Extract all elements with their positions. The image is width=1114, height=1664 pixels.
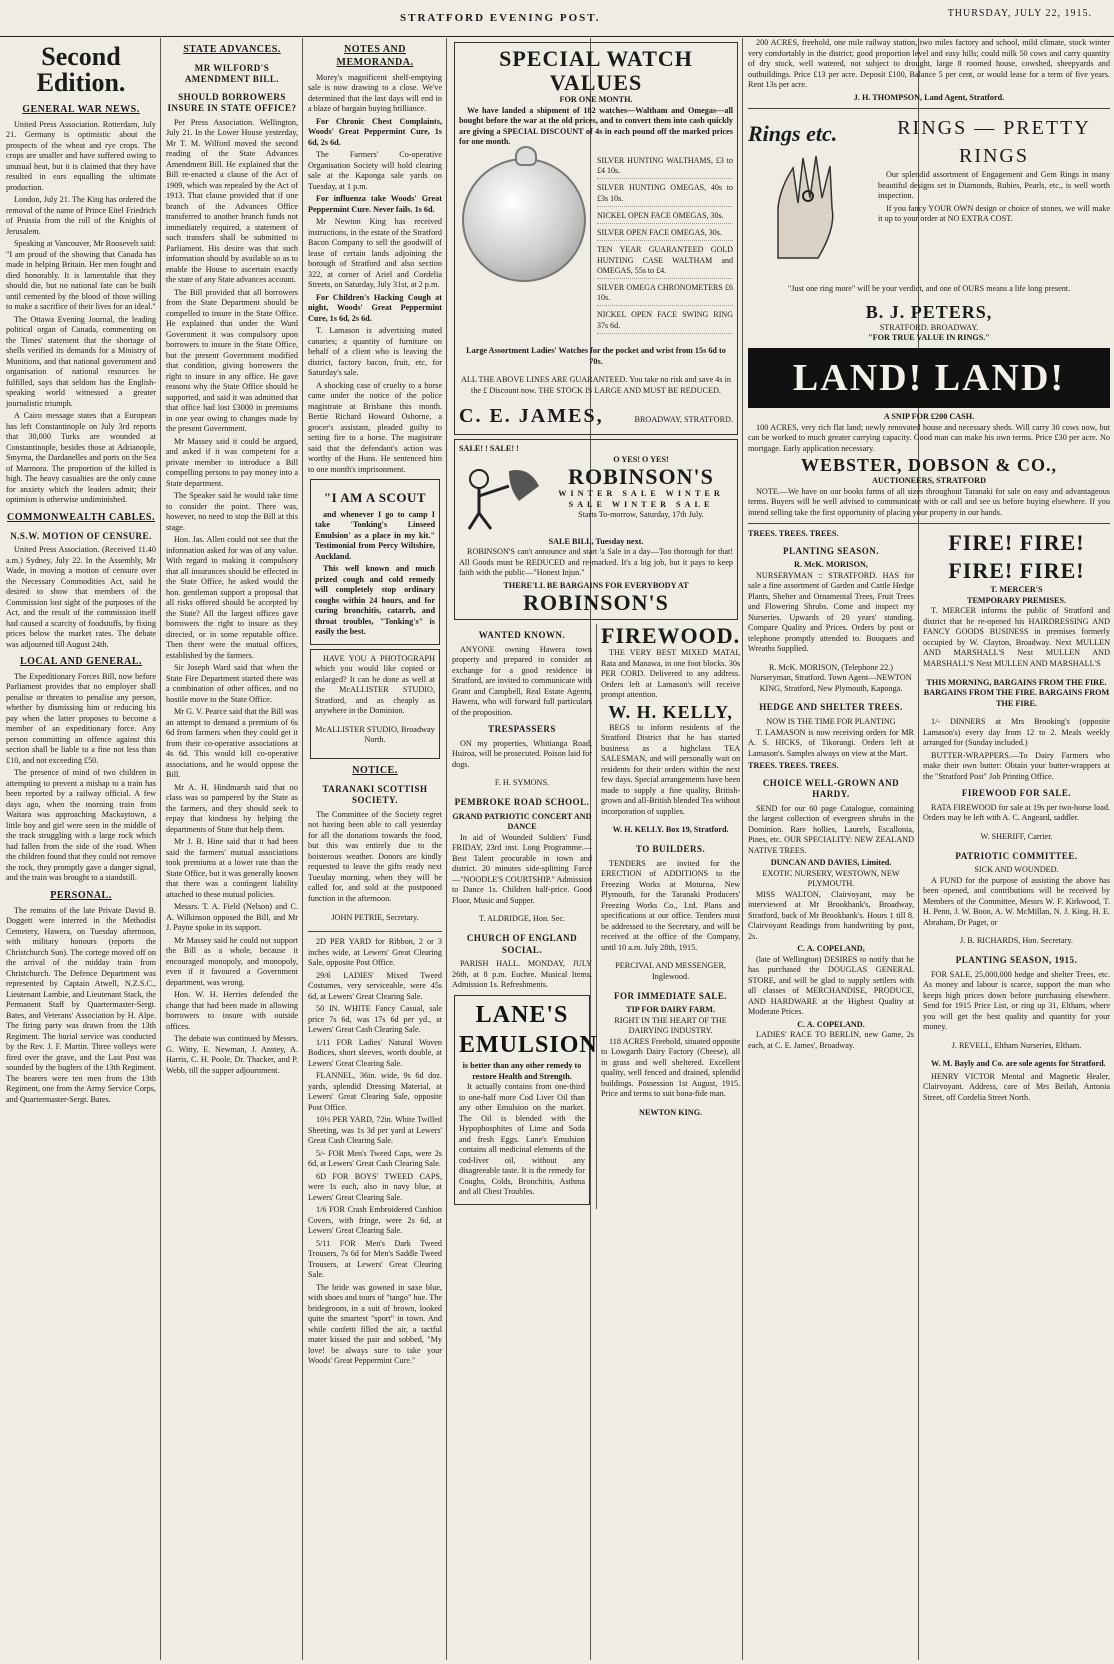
planting-season-heading: PLANTING SEASON, 1915.: [955, 955, 1078, 966]
butter-text: BUTTER-WRAPPERS.—To Dairy Farmers who make their own butter: Obtain your butter-wrappers at the "Stratford Post" Job Printing Office.: [923, 750, 1110, 781]
concert-text: In aid of Wounded Soldiers' Fund. FRIDAY, 23rd inst. Long Programme.—Best Talent procurable in town and district. 20 minutes side-splitting Farce—"NOODLE'S COURTSHIP." Admission to Dance 1s. Children half-price. Good Floor, Music and Supper.: [452, 832, 592, 905]
lanes-subtitle: is better than any other remedy to restore Health and Strength.: [462, 1061, 582, 1081]
mercer-subtitle: TEMPORARY PREMISES.: [966, 595, 1067, 605]
peters-title: B. J. PETERS,: [865, 301, 993, 322]
hedge-subheading: NOW IS THE TIME FOR PLANTING: [766, 717, 896, 726]
column-rule: [446, 38, 447, 1660]
watch-price-item: SILVER OPEN FACE OMEGAS, 30s.: [597, 228, 733, 241]
article-paragraph: Mr J. B. Hine said that it had been said the farmers' mutual associations took premiums at a lower rate than the State Office, but it was generally known that there was a contingent liability attached to these mutual policies.: [166, 837, 298, 899]
article-paragraph: Mr Massey said it could be argued, and asked if it was competent for a private member to introduce a Bill compelling persons to pay money into a State department.: [166, 436, 298, 488]
column-3: [308, 38, 442, 1658]
morning-text: THIS MORNING, BARGAINS FROM THE FIRE. BARGAINS FROM THE FIRE. BARGAINS FROM THE FIRE.: [923, 677, 1110, 708]
state-advances-heading: STATE ADVANCES.: [183, 44, 281, 55]
local-general-heading: LOCAL AND GENERAL.: [19, 656, 143, 668]
notice-text: The Committee of the Society regret not having been able to call yesterday for all the donations towards the food, but this was entirely due to the boisterous weather. Donors are kindly requested to leave the gifts ready next Tuesday morning, when they will be called for, and sold at the postponed function in the afternoon.: [308, 809, 442, 903]
lewers-ad: 1/11 FOR Ladies' Natural Woven Bodices, short sleeves, worth double, at Lewers' Great Clearing Sale.: [308, 1037, 442, 1068]
scottish-society-heading: TARANAKI SCOTTISH SOCIETY.: [322, 783, 428, 806]
walton-text: MISS WALTON, Clairvoyant, may be interviewed at Mr Brookbank's, Broadway, Stratford, back of Mr Brookbank's. Hours 1 till 8. Clairvoyant Readings from handwriting by post, 2s.: [748, 889, 914, 941]
lewers-ad: 2D PER YARD for Ribbon, 2 or 3 inches wide, at Lewers' Great Clearing Sale, opposite Post Office.: [308, 937, 442, 968]
concert-heading: GRAND PATRIOTIC CONCERT AND DANCE: [452, 811, 592, 832]
firewood-text: THE VERY BEST MIXED MATAI, Rata and Manawa, in one foot blocks. 30s PER CORD. Delivered to any address. Orders left at Lamason's will receive prompt attention.: [601, 648, 740, 700]
morison-text: NURSERYMAN :: STRATFORD. HAS for sale a fine assortment of Garden and Cattle Hedge Plants, Shelter and Ornamental Trees, Fruit Trees and Flowering Shrubs. Come and inspect my Nurseries. Upwards of 20 years' standing. Compare Quality and Prices. Orders by post or telephone promptly attended to. Bouquets and Wreaths Supplied.: [748, 570, 914, 654]
winter-sale-text: WINTER SALE WINTER SALE WINTER SALE: [558, 489, 724, 509]
builders-text: TENDERS are invited for the ERECTION of ADDITIONS to the Freezing Works at Moturoa, New Plymouth, for the Taranaki Producers' Freezing Works Co., Ltd. Plans and specifications at our office. Tenders must be addressed to the Secretary, and will be received at the office of the Company, until 10 a.m. July 28th, 1915.: [601, 858, 740, 952]
trespassers-heading: TRESPASSERS: [488, 724, 556, 735]
firewood-sale-heading: FIREWOOD FOR SALE.: [961, 788, 1072, 799]
column-2: [166, 38, 298, 1658]
sale-banner: SALE! ! SALE! !: [459, 444, 519, 454]
column-rule: [302, 38, 303, 1660]
watch-ad-note: Large Assortment Ladies' Watches for the pocket and wrist from 15s 6d to 70s.: [466, 346, 726, 366]
local-paragraph: The Expeditionary Forces Bill, now before Parliament provides that no employer shall penalise or threaten to penalise any person, whether by dismissing him or reducing his pay when the latter proposes to become a member of an expeditionary force. Any person committing an offence against this section shall be liable to a fine not less than £10, and not exceeding £50.: [6, 671, 156, 765]
firewood-sale-text: RATA FIREWOOD for sale at 19s per two-horse load. Orders may be left with A. C. Angeard, saddler.: [923, 802, 1110, 823]
watch-price-item: SILVER HUNTING OMEGAS, 40s to £3s 10s.: [597, 183, 733, 206]
lewers-ad: 6D FOR BOYS' TWEED CAPS, were 1s each, also in navy blue, at Lewers' Great Clearing Sale.: [308, 1171, 442, 1202]
planting-sign: J. REVELL, Eltham Nurseries, Eltham.: [951, 1040, 1082, 1050]
article-paragraph: Per Press Association. Wellington, July 21. In the Lower House yesterday, Mr T. M. Wilford moved the second reading of the State Advances Amendment Bill. He explained that the Bill re-enacted a clause of the Act of 1909, which was repealed by the Act of 1913. That clause provided that if one branch of the Advances Office transferred to another branch funds not immediately required, a statement of such transfers shall be submitted to Parliament. His desire was that such information should by available so as to enable the House to ascertain exactly the state of any State advances account.: [166, 117, 298, 285]
wanted-text: ANYONE owning Hawera town property and prepared to consider an exchange for a good residence in Stratford, are invited to communicate with Grant and Campbell, Real Estate Agents, Hawera, who will forward full particulars of the proposition.: [452, 644, 592, 717]
article-paragraph: Mr A. H. Hindmarsh said that no class was so pampered by the State as the farmers, and they should seek to repay that kindness by helping the departments of State that help them.: [166, 782, 298, 834]
article-paragraph: Mr Massey said he could not support the Bill as a whole, because it encouraged monopoly, and monopoly, even if it favoured a Government department, was wrong.: [166, 935, 298, 987]
war-news-paragraph: Speaking at Vancouver, Mr Roosevelt said: "I am proud of the showing that Canada has made in helping Britain. Her men fought and died honorably. It is lamentable that they should die, but no national fate can be built until cemented by the blood of those willing to make a sacrifice of their lives for an ideal.": [6, 239, 156, 312]
fire-title: FIRE! FIRE! FIRE! FIRE!: [948, 530, 1085, 584]
trees-banner: TREES. TREES. TREES.: [748, 529, 839, 539]
edition-title: Second Edition.: [36, 42, 126, 97]
hedge-heading: HEDGE AND SHELTER TREES.: [759, 702, 903, 713]
war-news-paragraph: United Press Association. Rotterdam, July 21. Germany is optimistic about the prospects of the wheat and rye crops. The crops are smaller and have suffered owing to unusual heat, but it is claimed that they have resulted in ears equalling the ultimate production.: [6, 119, 156, 192]
farm-sale-sign: NEWTON KING.: [639, 1107, 703, 1117]
oyes-text: O YES! O YES!: [613, 454, 669, 464]
insure-question-heading: SHOULD BORROWERS INSURE IN STATE OFFICE?: [167, 91, 297, 114]
kelly-text: BEGS to inform residents of the Stratford District that he has started business as a highclass TEA SALESMAN, and will personally wait on residents for their orders within the next few days. Special arrangements have been made to supply a fine quality, British-grown and all-British blended Tea without incorporation of supplies.: [601, 722, 740, 816]
lanes-text: It actually contains from one-third to one-half more Cod Liver Oil than any other Emulsion on the market. The Oil is blended with the Hypophosphites of Lime and Soda and fresh Eggs. Lane's Emulsion contains all medicinal elements of the cod-liver oil, without any disagreeable taste. It is the remedy for Coughs, Colds, Bronchitis, Asthma and all Chest Troubles.: [459, 1082, 585, 1197]
mercer-text: T. MERCER informs the public of Stratford and district that he re-opened his HAIRDRESSING AND FANCY GOODS BUSINESS in premises formerly occupied by W. Clayton, Broadway. Next MULLEN AND MARSHALL'S Next MULLEN AND MARSHALL'S Next MULLEN AND MARSHALL'S: [923, 606, 1110, 668]
rings-verdict: "Just one ring more" will be your verdict, and one of OURS means a life long present.: [787, 284, 1071, 294]
article-paragraph: Hon. W. H. Herries defended the change that had been made in allowing borrowers to insure with outside offices.: [166, 990, 298, 1031]
masthead: [0, 0, 1114, 37]
article-paragraph: The Speaker said he would take time to consider the point. There was, however, no need to stop the Bill at this stage.: [166, 491, 298, 532]
lewers-ad: FLANNEL, 36in. wide, 9s 6d doz. yards, splendid Dressing Material, at Lewers' Great Clearing Sale, opposite Post Office.: [308, 1071, 442, 1112]
robinsons-title-2: ROBINSON'S: [523, 590, 669, 616]
dairying-subheading: RIGHT IN THE HEART OF THE DAIRYING INDUSTRY.: [614, 1015, 727, 1036]
sale-starts: Starts To-morrow, Saturday, 17th July.: [578, 510, 704, 520]
planting-text: FOR SALE, 25,000,000 hedge and shelter Trees, etc. As money and labour is scarce, support the man who keeps high prices down before purchasing elsewhere. Send for 1915 Price List, or ring up 31, Eltham, where you will get the best quality and quantity for your money.: [923, 969, 1110, 1032]
left-subcolumn: [452, 624, 597, 1208]
patriotic-heading: PATRIOTIC COMMITTEE.: [955, 850, 1078, 861]
bargains-text: THERE'LL BE BARGAINS FOR EVERYBODY AT: [503, 580, 689, 590]
peters-tagline: "FOR TRUE VALUE IN RINGS.": [868, 333, 990, 343]
war-news-heading: GENERAL WAR NEWS.: [22, 104, 140, 115]
trespassers-sign: F. H. SYMONS.: [494, 778, 550, 788]
scout-ad-text: This well known and much prized cough and cold remedy will completely stop ordinary coughs within 24 hours, and for curing bronchitis, catarrh, and throat troubles, "Tonking's" is easily the best.: [315, 564, 435, 637]
right-subcolumn: [597, 624, 740, 1208]
duncan-address: EXOTIC NURSERY, WESTOWN, NEW PLYMOUTH.: [762, 868, 900, 889]
article-paragraph: The Bill provided that all borrowers from the State Department should be compelled to insure in the State Office. He explained that under the Ward Government it was compulsory upon borrowers to insure in the State Office, but the present Government modified that condition, giving borrowers the right to insure in any office. He gave reasons why the State Office should be supported, and said it was admitted that that office had lost £3000 in premiums in one year owing to changes made by the present Government.: [166, 287, 298, 434]
webster-subtitle: AUCTIONEERS, STRATFORD: [871, 476, 987, 486]
pocket-watch-icon: [462, 158, 586, 282]
land-text: 100 ACRES, very rich flat land; newly renovated house and necessary sheds. Will carry 30 cows now, but can be worked to much greater carrying capacity. Good man can make his own terms. Price £30 per acre. No mortgage. Early application necessary.: [748, 422, 1110, 453]
article-paragraph: Mr G. V. Pearce said that the Bill was an attempt to demand a premium of 6s 6d from farmers when they could get it from their co-operative associations at 4s 6d. This would kill co-operative associations, and he would oppose the Bill.: [166, 707, 298, 780]
bell-ringer-icon: [459, 461, 549, 531]
church-text: PARISH HALL. MONDAY, JULY 26th, at 8 p.m. Euchre. Musical Items. Admission 1s. Refreshments.: [452, 959, 592, 990]
firewood-sale-sign: W. SHERIFF, Carrier.: [980, 831, 1053, 841]
note-paragraph: Mr Newton King has received instructions, in the estate of the Stratford Bacon Company to sell the goodwill of lease of certain lands adjoining the borough of Stratford and also section 322, at corner of Ariel and Cordelia Streets, on Saturday, July 31st, at 2 p.m.: [308, 217, 442, 290]
note-paragraph: For Chronic Chest Complaints, Woods' Great Peppermint Cure, 1s 6d, 2s 6d.: [308, 116, 442, 147]
robinsons-sale-ad: [454, 439, 738, 620]
concert-sign: T. ALDRIDGE, Hon. Sec.: [478, 914, 566, 924]
notice-heading: NOTICE.: [352, 765, 398, 777]
rings-ad: [748, 114, 1110, 276]
photo-ad-text: HAVE YOU A PHOTOGRAPH which you would like copied or enlarged? It can be done as well at the McALLISTER STUDIO, Stratford, and as cheaply as anywhere in the Dominion.: [315, 653, 435, 716]
robinsons-title: ROBINSON'S: [568, 464, 714, 490]
dinners-text: 1/- DINNERS at Mrs Brooking's (opposite Lamason's) every day from 12 to 2. Meals weekly arranged for (Sunday included.): [923, 717, 1110, 748]
rings-label: Rings etc.: [748, 121, 838, 146]
lanes-title: LANE'S EMULSION: [459, 1001, 598, 1059]
victor-text: HENRY VICTOR Mental and Magnetic Healer, Clairvoyant. Address, care of Mrs Beilah, Antonia Street, off Cordelia Street North.: [923, 1071, 1110, 1102]
watch-ad-intro: We have landed a shipment of 182 watches—Waltham and Omegas—all bought before the war at the old prices, and to convert them into cash quickly are giving a SPECIAL DISCOUNT of 4s in each pound off the marked prices for one month.: [459, 105, 733, 147]
column-rule: [742, 38, 743, 1660]
morison-title: R. McK. MORISON,: [794, 560, 868, 570]
duncan-title: DUNCAN AND DAVIES, Limited.: [770, 858, 892, 868]
watch-ad-title: SPECIAL WATCH VALUES: [499, 46, 693, 96]
local-paragraph: The presence of mind of two children in attempting to prevent a mishap to a train has been reported by a railway official. A few days ago, when the morning train from Waitara was approaching Mackaytown, a little boy and girl were seen in the middle of the track struggling with a large rock which had fallen from the side of the road. When the children found that they could not remove the rock, they promptly gave a danger signal, and the train was brought to a standstill.: [6, 768, 156, 883]
column-1: [6, 38, 156, 1658]
watch-ad-address: BROADWAY, STRATFORD.: [634, 415, 733, 425]
war-news-paragraph: A Cairo message states that a European has left Constantinople on July 3rd reports that 30,000 Turks are wounded at Constantinople, besides those at Adrianople, Smyrna, the Dardanelles and ports on the Sea of Marmora. The proportion of the killed is high. The heavy casualties are the only cause for anxiety which the leaders admit; their optimism is otherwise undiminished.: [6, 411, 156, 505]
thompson-sign: J. H. THOMPSON, Land Agent, Stratford.: [853, 92, 1005, 102]
webster-text: NOTE.—We have on our books farms of all sizes throughout Taranaki for sale on easy and advantageous terms. Buyers will be well advised to communicate with or call and see us before buying elsewhere. If you intend selling take the first opportunity of placing your property in our hands.: [748, 486, 1110, 517]
watch-ad-subtitle: FOR ONE MONTH.: [559, 95, 633, 105]
lewers-ad: 50 IN. WHITE Fancy Casual, sale price 7s 6d, was 17s 6d per yd., at Lewers' Great Cash Clearing Sale.: [308, 1004, 442, 1035]
article-paragraph: Sir Joseph Ward said that when the State Fire Department started there was a combination of other offices, and no hostile move to the State Office.: [166, 663, 298, 704]
nursery-subcolumn: [748, 529, 919, 1105]
rings-title: RINGS — PRETTY RINGS: [897, 117, 1091, 167]
note-paragraph: The Farmers' Co-operative Organisation Society will hold clearing sale at the Kaponga sale yards on Tuesday, at 1 p.m.: [308, 150, 442, 191]
scout-ad-title: "I AM A SCOUT: [323, 490, 427, 506]
copeland-sign: C. A. COPELAND.: [797, 1019, 865, 1029]
cables-paragraph: United Press Association. (Received 11.40 a.m.) Sydney, July 22. In the Assembly, Mr Wade, in moving a motion of censure over the Necessary Commodities Act, said he desired to show that members of the Commission lost sight of the purposes of the Act, and the result of the commission itself had caused a scarcity of foodstuffs, by fixing prices below the market rates. The debate was adjourned till August 24th.: [6, 545, 156, 649]
land-snip: A SNIP FOR £200 CASH.: [883, 412, 975, 422]
commonwealth-cables-heading: COMMONWEALTH CABLES.: [7, 511, 155, 523]
amendment-bill-heading: MR WILFORD'S AMENDMENT BILL.: [184, 62, 280, 85]
war-news-paragraph: London, July 21. The King has ordered the removal of the name of Prince Eitel Friedrich of Prussia from the roll of the Knights of Jerusalem.: [6, 195, 156, 236]
watch-price-item: NICKEL OPEN FACE SWING RING 37s 6d.: [597, 310, 733, 333]
farm-sale-text: 118 ACRES Freehold, situated opposite to Lowgarth Dairy Factory (Cheese), all in grass and well sheltered. Excellent quality, well fenced and drained, splendid buildings. Possession 1st August, 1915. Price and terms to suit bona-fide man.: [601, 1036, 740, 1099]
race-text: LADIES' RACE TO BERLIN, new Game, 2s each, at C. E. James', Broadway.: [748, 1030, 914, 1050]
column-5: [748, 38, 1110, 1658]
lewers-ad: 29/6 LADIES' Mixed Tweed Costumes, very serviceable, were 45s 6d, at Lewers' Great Clearing Sale.: [308, 970, 442, 1001]
watch-price-item: NICKEL OPEN FACE OMEGAS, 30s.: [597, 211, 733, 224]
divider: [748, 523, 1110, 524]
patriotic-subheading: SICK AND WOUNDED.: [974, 865, 1059, 875]
lewers-ad: 10½ PER YARD, 72in. White Twilled Sheeting, was 1s 3d per yard at Lewers' Great Cash Clearing Sale.: [308, 1115, 442, 1146]
choice-text: SEND for our 60 page Catalogue, containing the largest collection of evergreen shrubs in the Dominion. Rare hollies, Laurels, Escallonia, Pines, etc. OUR SPECIALITY: NEW ZEALAND NATIVE TREES.: [748, 803, 914, 855]
watch-ad-firm: C. E. JAMES,: [459, 405, 604, 428]
planting-heading: PLANTING SEASON.: [782, 545, 880, 556]
copeland-text: (late of Wellington) DESIRES to notify that he has purchased the DOUGLAS GENERAL STORE, and will be glad to supply settlers with all classes of MERCHANDISE, PRODUCE, AND HARDWARE at the Highest Quality at Moderate Prices.: [748, 954, 914, 1017]
trees-banner-2: TREES. TREES. TREES.: [748, 761, 839, 770]
lewers-ad: 5/- FOR Men's Tweed Caps, were 2s 6d, at Lewers' Great Cash Clearing Sale.: [308, 1148, 442, 1169]
watch-price-item: TEN YEAR GUARANTEED GOLD HUNTING CASE WALTHAM and OMEGAS, 55s to £4.: [597, 245, 733, 279]
article-paragraph: Messrs. T. A. Field (Nelson) and C. A. Wilkinson opposed the Bill, and Mr J. Payne spoke in its support.: [166, 902, 298, 933]
land-banner: LAND! LAND!: [748, 348, 1110, 409]
divider: [748, 108, 1110, 109]
kelly-sign: W. H. KELLY. Box 19, Stratford.: [612, 825, 729, 835]
scout-ad-text: and whenever I go to camp I take 'Tonking's Linseed Emulsion' as a place in my kit." Testimonial from Percy Wiltshire, Auckland.: [315, 509, 435, 561]
peters-address: STRATFORD. BROADWAY.: [879, 322, 979, 332]
patriotic-sign: J. B. RICHARDS, Hon. Secretary.: [960, 936, 1073, 946]
issue-date: THURSDAY, JULY 22, 1915.: [947, 8, 1092, 19]
bayly-text: W. M. Bayly and Co. are sole agents for Stratford.: [931, 1059, 1106, 1069]
note-paragraph: T. Lamason is advertising mated canaries; a quantity of furniture on behalf of a client who is leaving the district, factory bacon, fruit, etc, for Saturday's sale.: [308, 326, 442, 378]
mercer-title: T. MERCER'S: [990, 585, 1043, 595]
dairy-farm-heading: TIP FOR DAIRY FARM.: [626, 1005, 716, 1015]
scout-ad: [310, 479, 440, 645]
rings-text: If you fancy YOUR OWN design or choice of stones, we will make it up to your order at NO EXTRA COST.: [878, 203, 1110, 223]
hand-with-ring-icon: [748, 120, 878, 270]
lewers-ads: [308, 937, 442, 1281]
immediate-sale-heading: FOR IMMEDIATE SALE.: [614, 990, 728, 1001]
morison-sign: R. McK. MORISON, (Telephone 22.) Nurseryman, Stratford. Town Agent—NEWTON KING, Stratford, New Plymouth, Kaponga.: [750, 662, 912, 693]
lanes-emulsion-ad: [454, 995, 598, 1205]
trespassers-text: ON my properties, Whitianga Road, Huiroa, will be prosecuted. Poison laid for dogs.: [452, 738, 592, 769]
kelly-title: W. H. KELLY,: [608, 701, 733, 722]
patriotic-text: A FUND for the purpose of assisting the above has been opened, and contributions will be received by Members of the Committee, Messrs W. F. Kirkwood, T. H. Penn, J. W. Boon, A. W. McMillan, N. J. King, H. E. Abraham, Dr Paget, or: [923, 875, 1110, 927]
divider: [308, 931, 442, 932]
article-paragraph: The debate was continued by Messrs. G. Witty, E. Newman, J. Anstey, A. Harris, C. H. Poole, Dr. Thacker, and P. Webb, till the supper adjournment.: [166, 1034, 298, 1075]
notice-sign: JOHN PETRIE, Secretary.: [331, 912, 419, 922]
sale-bill: SALE BILL, Tuesday next.: [548, 536, 644, 546]
photo-studio-ad: [310, 649, 440, 759]
column-rule: [160, 38, 161, 1660]
lewers-ad: 5/11 FOR Men's Dark Tweed Trousers, 7s 6d for Men's Saddle Tweed Trousers, at Lewers' Great Clearing Sale.: [308, 1238, 442, 1280]
robinsons-text: ROBINSON'S can't announce and start 'a Sale in a day—Too thorough for that! All Goods must be REDUCED and re-marked. It's a big job, but it pays to keep faith with the public—"Honest Injun.": [459, 547, 733, 578]
war-news-paragraph: The Ottawa Evening Journal, the leading political organ of Canada, commenting on the Times' statement that the shortage of shells verified its demands for a Ministry of Munitions, and that national government and organisation of national resources be fulfilled, says that seldom has the English-speaking world witnessed a greater journalistic triumph.: [6, 314, 156, 408]
watch-values-ad: [454, 42, 738, 435]
farm-lease-text: 200 ACRES, freehold, one mile railway station, two miles factory and school, mild climate, stock winter very comfortably in the district; good proportion level and easy hills; could milk 50 cows and carry quantity of dry stock, well watered, not subject to drought, large 8 roomed house, cowshed, sheepyards and outbuildings. Price £13 per acre. Deposit £100, Balance 5 per cent, or would lease for a term of five years. Rent 13s per acre.: [748, 38, 1110, 89]
builders-sign: PERCIVAL AND MESSENGER, Inglewood.: [615, 961, 726, 981]
watch-price-item: SILVER HUNTING WALTHAMS, £3 to £4 10s.: [597, 156, 733, 179]
lewers-ad: 1/6 FOR Crash Embroidered Cushion Covers, with fringe, were 2s 6d, at Lewers' Great Clearing Sale.: [308, 1205, 442, 1236]
copeland-title: C. A. COPELAND,: [797, 944, 865, 954]
hedge-text: T. LAMASON is now receiving orders for MR A. S. HICKS, of Tikorangi. Orders left at Lamason's. Samples always on view at the Mart.: [748, 727, 914, 758]
builders-heading: TO BUILDERS.: [635, 844, 706, 855]
watch-price-item: SILVER OMEGA CHRONOMETERS £6 10s.: [597, 283, 733, 306]
censure-subheading: N.S.W. MOTION OF CENSURE.: [10, 530, 152, 541]
watch-ad-foot: ALL THE ABOVE LINES ARE GUARANTEED. You take no risk and save 4s in the £ Discount now. THE STOCK IS LARGE AND MUST BE REDUCED.: [461, 375, 731, 395]
personal-heading: PERSONAL.: [50, 889, 112, 901]
personal-paragraph: The remains of the late Private David B. Doggett were interred in the Methodist Cemetery, Hawera, on Tuesday afternoon, with military honours (reports the Christchurch Sun). The cortege moved off on the arrival of the midday train from Christchurch. The Defence Department was represented by Captain Atwell, N.Z.S.C., Lieutenant Lambie, and Lieutenant Stack, the Permanent Staff by Quartermaster-Sergt. Bates, and Veterans' Association by H. Alpe. The firing party was drawn from the 13th Regiment. The burial service was conducted by the Rev. J. F. Martin. Three volleys were fired over the grave, and the Last Post was sounded by the buglers of the 13th Regiment. The bearers were ten men from the 13th Regiment, one from the Army Service Corps, and Quartermaster-Sergt. Bates.: [6, 905, 156, 1104]
notes-memoranda-heading: NOTES AND MEMORANDA.: [336, 44, 414, 68]
article-paragraph: Hon. Jas. Allen could not see that the information asked for was of any value. With regard to making it compulsory that all insurances should be effected in the State Office, he asked would the hon. gentleman support a proposal that all risks offered should be accepted by the State? All the largest offices gave borrowers the right to insure as they directed, or in some reputable office. Then there were the mutual offices, established by the farmers.: [166, 535, 298, 660]
paper-name: STRATFORD EVENING POST.: [400, 12, 601, 24]
wanted-heading: WANTED KNOWN.: [478, 630, 566, 641]
choice-heading: CHOICE WELL-GROWN AND HARDY.: [762, 777, 900, 800]
fire-subcolumn: [919, 529, 1110, 1105]
note-paragraph: A shocking case of cruelty to a horse came under the notice of the police magistrate at Brisbane this month. Bertie Richard Howard Osborne, a grocer's assistant, pleaded guilty to setting fire to a horse. The magistrate said that the defendant's action was worthy of the Huns. He sentenced him to one month's imprisonment.: [308, 380, 442, 474]
note-paragraph: Morey's magnificent shelf-emptying sale is now drawing to a close. We've determined that the last days will end in a blaze of bargain buying brilliance.: [308, 72, 442, 114]
rings-text: Our splendid assortment of Engagement and Gem Rings in many beautiful designs set in Diamonds, Rubies, Pearls, etc., is well worth inspection.: [878, 170, 1110, 200]
church-heading: CHURCH OF ENGLAND SOCIAL.: [466, 933, 578, 955]
bride-verse: The bride was gowned in saxe blue, with shoes and tours of "tango" hue. The bridegroom, in a suit of brown, looked quite the smartest "sport" in town. And while confetti filled the air, a tactful mater kissed the pair and sobbed, "My love! be always sure to take your Woods' Great Peppermint Cure.": [308, 1282, 442, 1366]
firewood-title: FIREWOOD.: [601, 623, 740, 649]
webster-title: WEBSTER, DOBSON & CO.,: [800, 455, 1058, 476]
school-heading: PEMBROKE ROAD SCHOOL.: [454, 797, 590, 808]
photo-ad-sign: McALLISTER STUDIO, Broadway North.: [315, 724, 435, 745]
note-paragraph: For influenza take Woods' Great Peppermint Cure. Never fails. 1s 6d.: [308, 194, 442, 214]
column-4: [452, 38, 740, 1658]
note-paragraph: For Children's Hacking Cough at night, Woods' Great Peppermint Cure, 1s 6d, 2s 6d.: [308, 292, 442, 323]
